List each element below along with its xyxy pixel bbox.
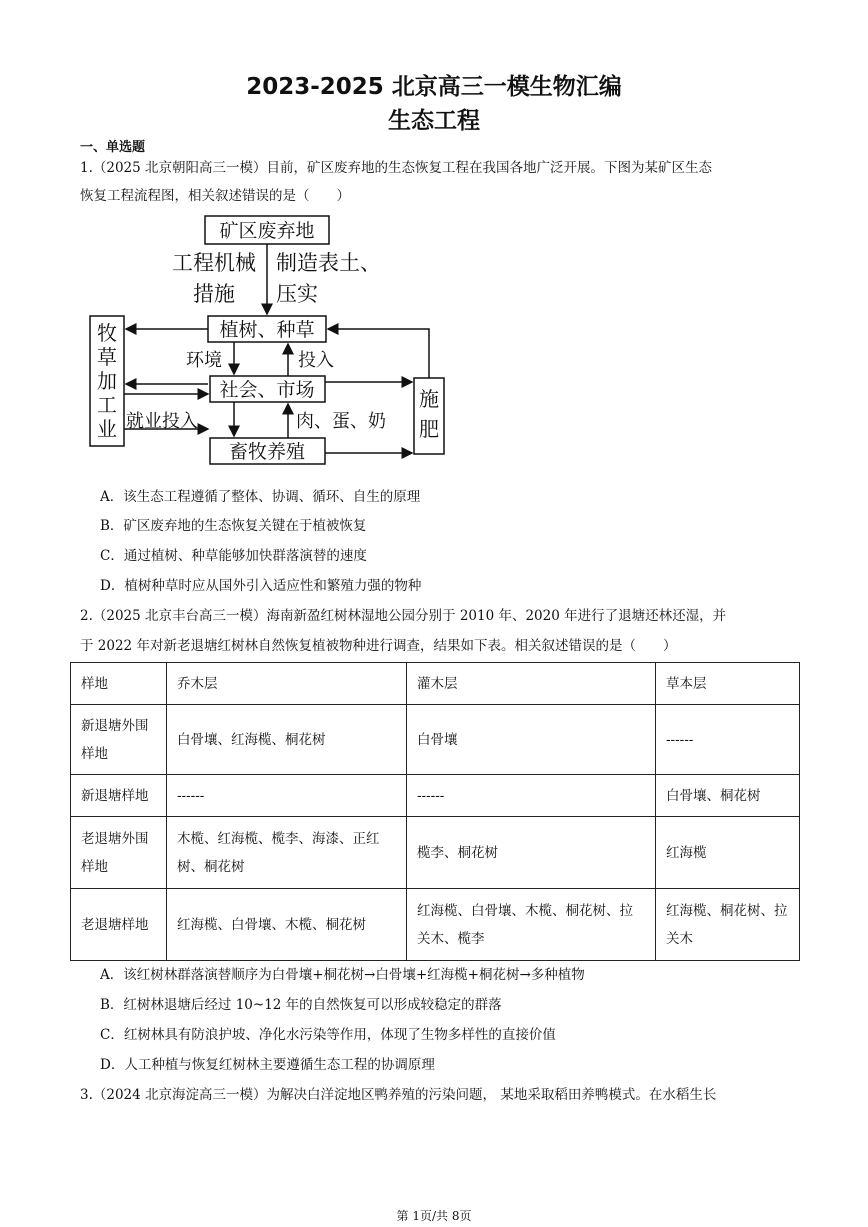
arrow-right-to-plant	[328, 329, 429, 378]
table-cell: 红海榄	[656, 817, 800, 889]
livestock-box-label: 畜牧养殖	[228, 441, 306, 463]
table-row	[71, 889, 800, 961]
left-box-char: 牧	[97, 321, 117, 345]
q2-stem-line1: 2.（2025 北京丰台高三一模）海南新盈红树林湿地公园分别于 2010 年、2020 年进行了退塘还林还湿，并	[80, 608, 727, 624]
q2-option-a[interactable]: A．该红树林群落演替顺序为白骨壤+桐花树→白骨壤+红海榄+桐花树→多种植物	[100, 967, 585, 983]
table-cell: 白骨壤	[407, 705, 656, 775]
table-cell: 新退塘外围样地	[71, 705, 167, 775]
society-box-label: 社会、市场	[219, 379, 315, 401]
plant-box-label: 植树、种草	[219, 319, 315, 341]
section-heading: 一、单选题	[80, 140, 146, 155]
right-box-char: 施	[419, 387, 439, 411]
table-header-row	[71, 663, 800, 705]
table-header-cell: 乔木层	[167, 663, 407, 705]
q2-option-c[interactable]: C．红树林具有防浪护坡、净化水污染等作用，体现了生物多样性的直接价值	[100, 1027, 556, 1043]
table-cell: ------	[407, 775, 656, 817]
table-cell: ------	[167, 775, 407, 817]
left-box-char: 加	[97, 369, 117, 393]
table-cell: 红海榄、白骨壤、木榄、桐花树	[167, 889, 407, 961]
products-label: 肉、蛋、奶	[296, 411, 386, 432]
right-text-1: 制造表土、	[276, 251, 381, 275]
jobs-label: 就业投入	[126, 411, 198, 432]
right-box-char: 肥	[419, 417, 439, 441]
table-cell: 新退塘样地	[71, 775, 167, 817]
table-cell: 红海榄、白骨壤、木榄、桐花树、拉关木、榄李	[407, 889, 656, 961]
table-cell: 白骨壤、桐花树	[656, 775, 800, 817]
top-box-label: 矿区废弃地	[219, 220, 315, 242]
invest-label: 投入	[298, 350, 334, 371]
q1-option-b[interactable]: B．矿区废弃地的生态恢复关键在于植被恢复	[100, 518, 367, 534]
table-row	[71, 705, 800, 775]
q2-stem-line2: 于 2022 年对新老退塘红树林自然恢复植被物种进行调查，结果如下表。相关叙述错误的是（ ）	[80, 638, 677, 654]
left-text-2: 措施	[193, 282, 235, 306]
right-text-2: 压实	[276, 282, 318, 306]
left-box-char: 业	[97, 417, 117, 441]
species-table	[70, 662, 800, 961]
table-header-cell: 样地	[71, 663, 167, 705]
document-subtitle: 生态工程	[388, 108, 480, 134]
q1-option-d[interactable]: D．植树种草时应从国外引入适应性和繁殖力强的物种	[100, 578, 422, 594]
table-row	[71, 817, 800, 889]
table-cell: 榄李、桐花树	[407, 817, 656, 889]
left-text-1: 工程机械	[172, 251, 256, 275]
q1-option-c[interactable]: C．通过植树、种草能够加快群落演替的速度	[100, 548, 367, 564]
table-cell: 老退塘外围样地	[71, 817, 167, 889]
table-cell: 老退塘样地	[71, 889, 167, 961]
table-header-cell: 草本层	[656, 663, 800, 705]
q1-option-a[interactable]: A．该生态工程遵循了整体、协调、循环、自生的原理	[100, 489, 421, 505]
q2-option-d[interactable]: D．人工种植与恢复红树林主要遵循生态工程的协调原理	[100, 1057, 435, 1073]
flow-diagram	[80, 210, 460, 472]
q1-stem-line1: 1.（2025 北京朝阳高三一模）目前，矿区废弃地的生态恢复工程在我国各地广泛开展。下图为某矿区生态	[80, 160, 713, 176]
table-header-cell: 灌木层	[407, 663, 656, 705]
left-box-char: 草	[97, 345, 117, 369]
document-title: 2023-2025 北京高三一模生物汇编	[246, 74, 622, 100]
table-cell: 白骨壤、红海榄、桐花树	[167, 705, 407, 775]
page-footer: 第 1页/共 8页	[396, 1209, 472, 1223]
table-cell: ------	[656, 705, 800, 775]
q3-stem-line1: 3.（2024 北京海淀高三一模）为解决白洋淀地区鸭养殖的污染问题， 某地采取稻田养鸭模式。在水稻生长	[80, 1087, 717, 1103]
env-label: 环境	[186, 350, 222, 371]
left-box-char: 工	[97, 393, 117, 417]
table-row	[71, 775, 800, 817]
table-cell: 红海榄、桐花树、拉关木	[656, 889, 800, 961]
q1-stem-line2: 恢复工程流程图，相关叙述错误的是（ ）	[80, 188, 350, 204]
q2-option-b[interactable]: B．红树林退塘后经过 10~12 年的自然恢复可以形成较稳定的群落	[100, 997, 502, 1013]
table-cell: 木榄、红海榄、榄李、海漆、正红树、桐花树	[167, 817, 407, 889]
